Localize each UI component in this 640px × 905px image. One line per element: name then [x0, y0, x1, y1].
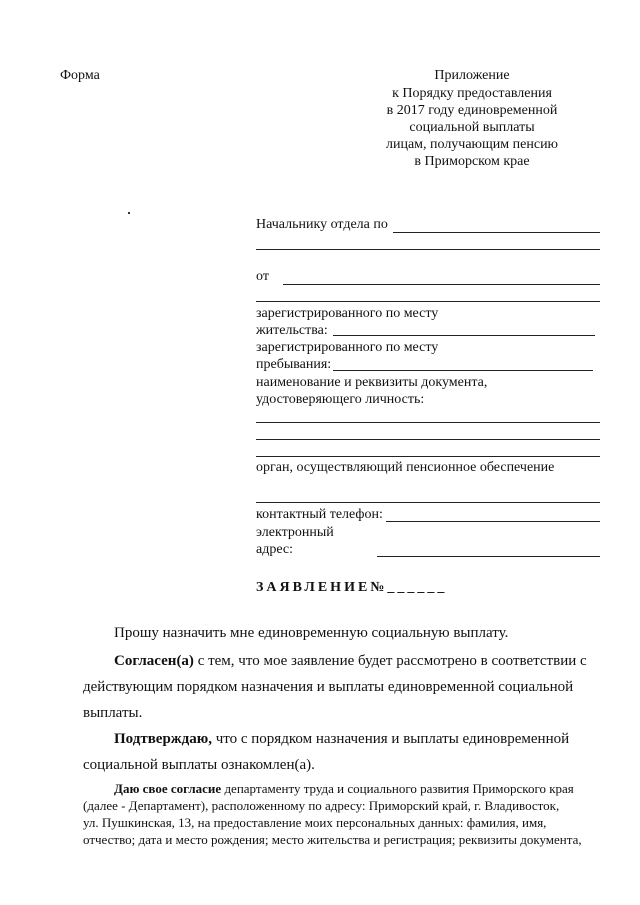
paragraph-confirm-line-2: социальной выплаты ознакомлен(а). [83, 757, 315, 773]
confirm-text: что с порядком назначения и выплаты единовременной [211, 731, 570, 747]
email-label-2: адрес: [256, 542, 294, 557]
application-title: ЗАЯВЛЕНИЕ№______ [256, 580, 448, 595]
appendix-line-5: лицам, получающим пенсию [385, 137, 559, 152]
form-label: Форма [60, 68, 100, 83]
to-label: Начальнику отдела по [256, 217, 388, 232]
agree-text: департаменту труда и социального развития Приморского края [221, 781, 574, 796]
reg-stay-label-2: пребывания: [256, 357, 332, 372]
paragraph-consent-line-2: действующим порядком назначения и выплаты единовременной социальной [83, 679, 574, 695]
confirm-bold: Подтверждаю, [114, 731, 212, 747]
pension-org-line [256, 502, 600, 503]
paragraph-agree-line-2: (далее - Департамент), расположенному по адресу: Приморский край, г. Владивосток, [83, 798, 560, 813]
doc-label-1: наименование и реквизиты документа, [256, 375, 488, 390]
paragraph-agree-line-4: отчество; дата и место рождения; место жительства и регистрация; реквизиты документа, [83, 832, 582, 847]
paragraph-consent-line-1 [114, 648, 587, 674]
phone-line [386, 521, 600, 522]
reg-residence-label-1: зарегистрированного по месту [256, 306, 439, 321]
reg-residence-label-2: жительства: [256, 323, 328, 338]
consent-text: с тем, что мое заявление будет рассмотрено в соответствии с [193, 653, 587, 669]
appendix-line-3: в 2017 году единовременной [386, 103, 558, 118]
doc-label-2: удостоверяющего личность: [256, 392, 425, 407]
appendix-line-6: в Приморском крае [414, 154, 530, 169]
paragraph-request: Прошу назначить мне единовременную социальную выплату. [114, 625, 509, 641]
from-label: от [256, 269, 269, 284]
paragraph-consent-line-3: выплаты. [83, 705, 143, 721]
paragraph-confirm-line-1 [114, 726, 569, 752]
pension-org-label: орган, осуществляющий пенсионное обеспечение [256, 460, 555, 475]
doc-line-3 [256, 456, 600, 457]
phone-label: контактный телефон: [256, 507, 383, 522]
agree-bold: Даю свое согласие [114, 781, 222, 796]
from-field-line [283, 284, 600, 285]
email-line [377, 556, 600, 557]
appendix-line-1: Приложение [434, 68, 510, 83]
doc-line-2 [256, 439, 600, 440]
consent-bold: Согласен(а) [114, 653, 194, 669]
doc-line-1 [256, 422, 600, 423]
reg-stay-label-1: зарегистрированного по месту [256, 340, 439, 355]
to-field-line [393, 232, 600, 233]
speck-mark [128, 212, 130, 214]
reg-residence-line [333, 335, 595, 336]
paragraph-agree-line-1 [114, 780, 574, 797]
from-field-line-2 [256, 301, 600, 302]
paragraph-agree-line-3: ул. Пушкинская, 13, на предоставление моих персональных данных: фамилия, имя, [83, 815, 547, 830]
reg-stay-line [333, 370, 593, 371]
appendix-line-4: социальной выплаты [409, 120, 535, 135]
to-field-line-2 [256, 249, 600, 250]
email-label-1: электронный [256, 525, 334, 540]
appendix-line-2: к Порядку предоставления [392, 86, 552, 101]
